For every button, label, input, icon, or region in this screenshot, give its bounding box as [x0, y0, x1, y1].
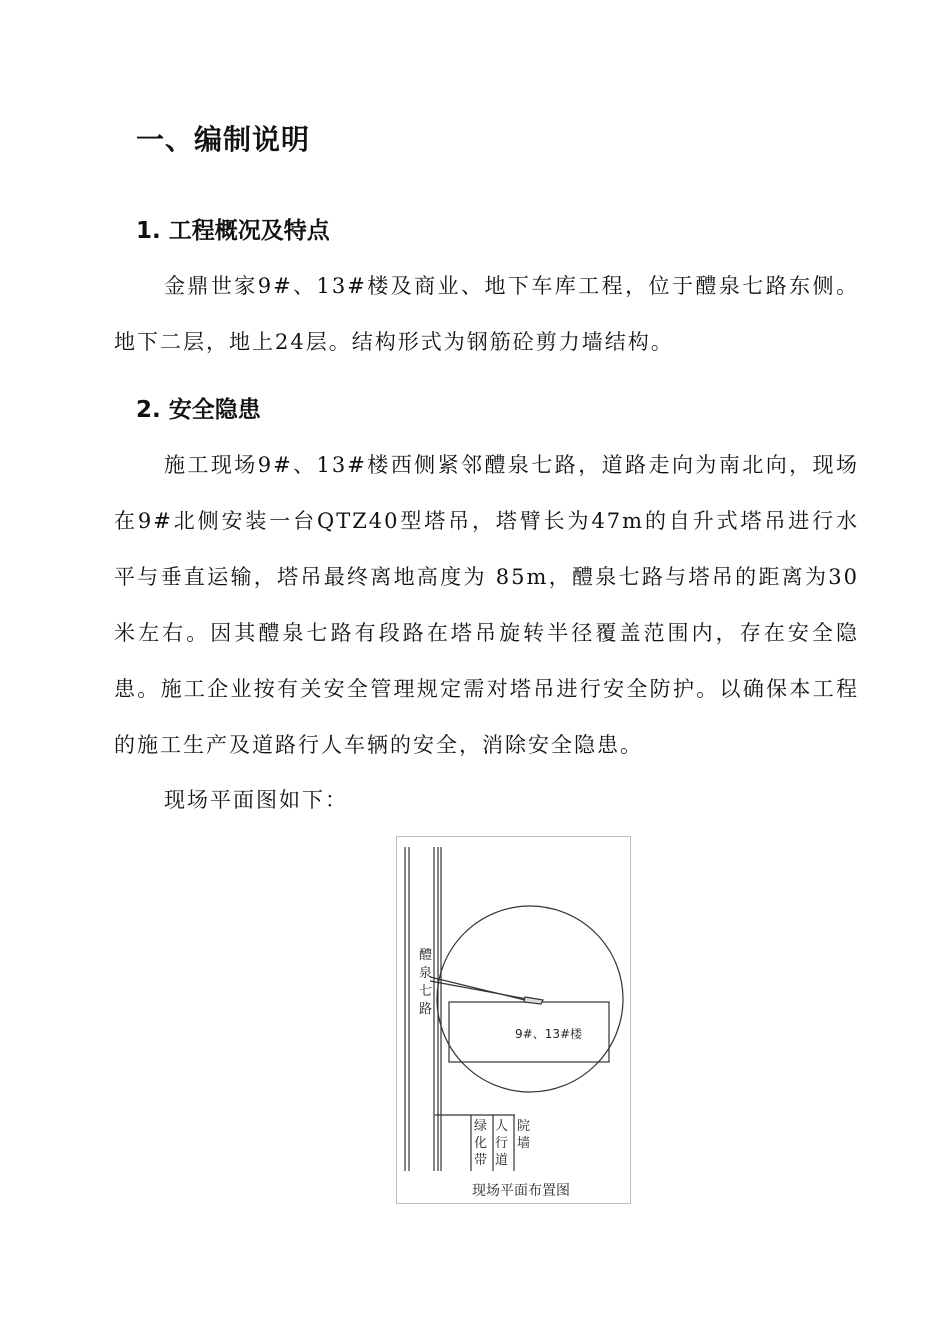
site-plan-figure	[396, 836, 631, 1204]
road-label	[419, 947, 432, 1017]
svg-text:墙: 墙	[517, 1136, 531, 1151]
figure-caption: 现场平面布置图	[472, 1183, 570, 1199]
figure-intro: 现场平面图如下：	[164, 788, 348, 812]
overview-paragraph: 金鼎世家9#、13#楼及商业、地下车库工程，位于醴泉七路东侧。地下二层，地上24层。结构形式为钢筋砼剪力墙结构。	[114, 274, 859, 354]
building-label: 9#、13#楼	[515, 1027, 583, 1041]
yard-wall-label	[517, 1119, 530, 1151]
section-title: 一、编制说明	[136, 123, 311, 156]
svg-text:道: 道	[495, 1153, 509, 1168]
svg-text:醴: 醴	[419, 948, 433, 963]
green-belt-label	[474, 1119, 487, 1168]
svg-text:绿: 绿	[474, 1119, 488, 1134]
crane-jib	[430, 977, 543, 1004]
svg-text:行: 行	[495, 1136, 509, 1151]
svg-text:路: 路	[419, 1002, 433, 1017]
sidewalk-label	[495, 1119, 508, 1168]
svg-text:院: 院	[517, 1119, 531, 1134]
svg-text:人: 人	[495, 1119, 509, 1134]
subsection-title-hazard: 2. 安全隐患	[136, 397, 261, 423]
svg-text:化: 化	[474, 1136, 488, 1151]
hazard-paragraph: 施工现场9#、13#楼西侧紧邻醴泉七路，道路走向为南北向，现场在9#北侧安装一台QTZ40型塔吊，塔臂长为47m的自升式塔吊进行水平与垂直运输，塔吊最终离地高度为 85m，醴泉七路与塔吊的距离为30 米左右。因其醴泉七路有段路在塔吊旋转半径覆盖范围内，存在安全隐患。施工企业按有关安全管理规定需对塔吊进行安全防护。以确保本工程的施工生产及道路行人车辆的安全，消除安全隐患。	[114, 453, 859, 757]
svg-text:带: 带	[474, 1153, 488, 1168]
subsection-title-overview: 1. 工程概况及特点	[136, 218, 330, 244]
svg-text:七: 七	[419, 984, 433, 999]
svg-text:泉: 泉	[419, 966, 433, 981]
